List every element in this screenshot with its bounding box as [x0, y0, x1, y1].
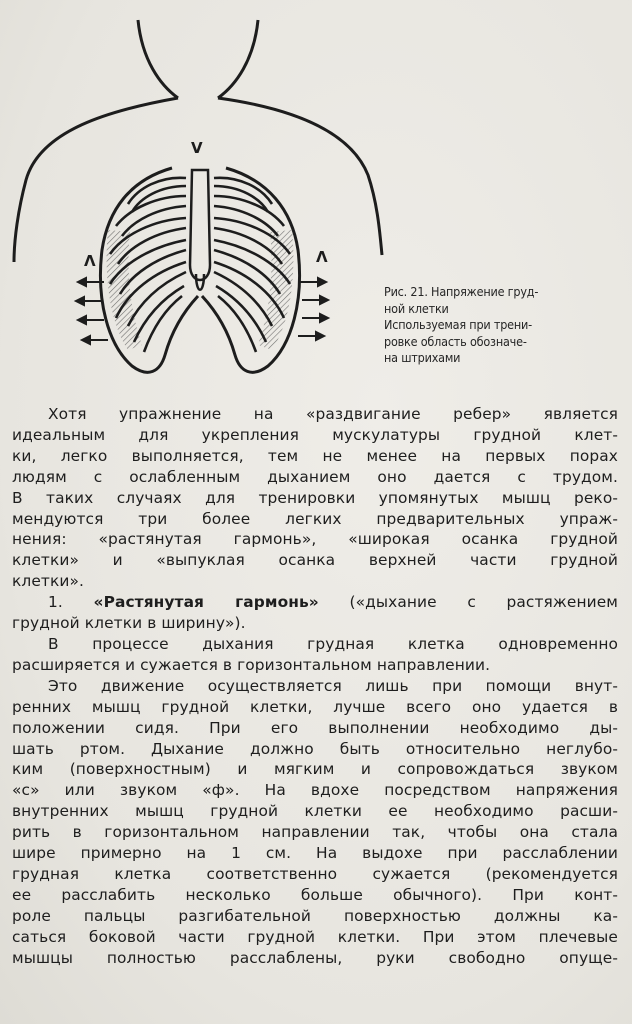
text-line: грудной клетки в ширину»).	[12, 614, 246, 633]
caption-line: на штрихами	[384, 350, 461, 365]
text-line: расширяется и сужается в горизонтальном направлении.	[12, 655, 491, 674]
text-line: ким (поверхностным) и мягким и сопровождаться звуком	[12, 760, 618, 779]
text-line: В процессе дыхания грудная клетка одновременно	[48, 634, 618, 653]
marker-top: V	[191, 139, 203, 157]
text-line: «с» или звуком «ф». На вдохе посредством напряжения	[12, 781, 618, 800]
sternum	[190, 170, 210, 280]
text-line: Это движение осуществляется лишь при помощи внут-	[48, 676, 618, 695]
text-line: В таких случаях для тренировки упомянутых мышц реко-	[12, 488, 618, 507]
text-line: клетки» и «выпуклая осанка верхней части грудной	[12, 551, 618, 570]
figure-21	[0, 0, 632, 400]
text-line: клетки».	[12, 572, 84, 591]
text-line: положении сидя. При его выполнении необходимо ды-	[12, 718, 618, 737]
text-line: ки, легко выполняется, тем не менее на первых порах	[12, 446, 618, 465]
text-line: роле пальцы разгибательной поверхностью должны ка-	[12, 906, 618, 925]
item-title: «Растянутая гармонь»	[93, 593, 319, 612]
arrows-right	[298, 278, 328, 340]
text-line: рить в горизонтальном направлении так, чтобы она стала	[12, 823, 618, 842]
item-subtitle: («дыхание с растяжением	[318, 593, 618, 612]
text-line: внутренних мышц грудной клетки ее необходимо расши-	[12, 802, 618, 821]
caption-line: ной клетки	[384, 300, 449, 316]
caption-line: Рис. 21. Напряжение груд-	[384, 284, 539, 299]
text-line: грудная клетка соответственно сужается (рекомендуется	[12, 864, 618, 883]
caption-line: ровке область обозначе-	[384, 333, 527, 349]
text-line: шире примерно на 1 см. На выдохе при расслаблении	[12, 844, 618, 863]
text-line: Хотя упражнение на «раздвигание ребер» является	[48, 405, 618, 423]
caption-line: Используемая при трени-	[384, 317, 533, 332]
text-line: идеальным для укрепления мускулатуры грудной клет-	[12, 425, 618, 444]
list-item-heading	[12, 592, 618, 613]
text-line: мендуются три более легких предварительных упраж-	[12, 509, 618, 528]
shoulder-right	[218, 98, 382, 255]
text-line: ее расслабить несколько больше обычного). При конт-	[12, 885, 618, 904]
body-text	[12, 404, 618, 968]
text-line: нения: «растянутая гармонь», «широкая осанка грудной	[12, 530, 618, 549]
neck-outline-right	[218, 20, 258, 98]
text-line: ренних мышц грудной клетки, лучше всего оно удается в	[12, 697, 618, 716]
text-line: людям с ослабленным дыханием оно дается с трудом.	[12, 467, 618, 486]
marker-right: Λ	[316, 248, 328, 266]
neck-outline	[138, 20, 178, 98]
item-number: 1.	[48, 593, 63, 612]
marker-left: Λ	[84, 252, 96, 270]
text-line: саться боковой части грудной клетки. При этом плечевые	[12, 927, 618, 946]
figure-caption	[384, 284, 614, 367]
text-line: мышцы полностью расслаблены, руки свободно опуще-	[12, 948, 618, 967]
text-line: шать ртом. Дыхание должно быть относительно неглубо-	[12, 739, 618, 758]
